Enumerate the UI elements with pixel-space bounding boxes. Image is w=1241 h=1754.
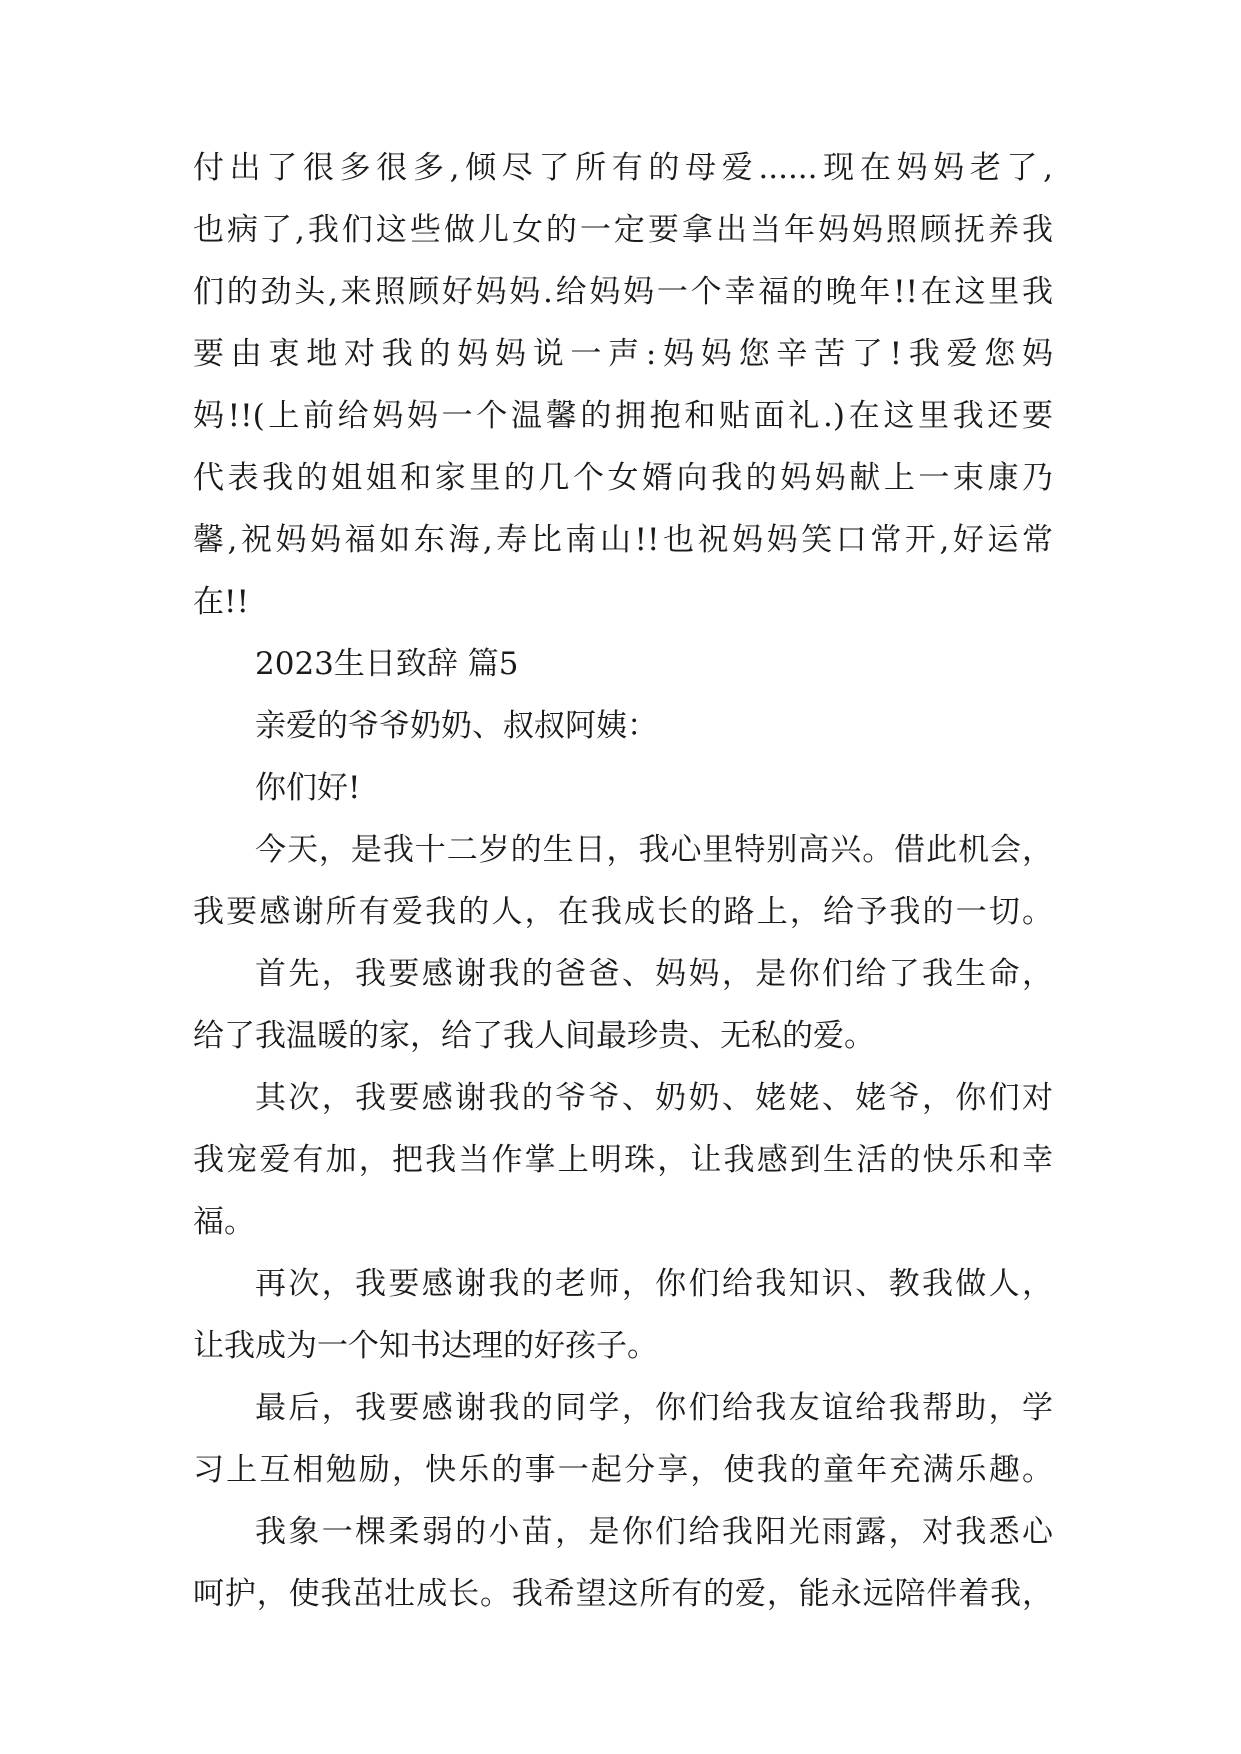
text-line: 习上互相勉励，快乐的事一起分享，使我的童年充满乐趣。 — [193, 1452, 1053, 1488]
text-line: 馨,祝妈妈福如东海,寿比南山!!也祝妈妈笑口常开,好运常 — [193, 522, 1053, 558]
paragraph-2 — [193, 943, 1053, 1067]
continued-paragraph — [193, 137, 1053, 633]
text-line: 妈!!(上前给妈妈一个温馨的拥抱和贴面礼.)在这里我还要 — [193, 398, 1053, 434]
text-line: 最后，我要感谢我的同学，你们给我友谊给我帮助，学 — [255, 1390, 1053, 1426]
paragraph-6 — [193, 1501, 1053, 1625]
text-line: 再次，我要感谢我的老师，你们给我知识、教我做人， — [255, 1266, 1053, 1302]
text-line: 也病了,我们这些做儿女的一定要拿出当年妈妈照顾抚养我 — [193, 212, 1053, 248]
text-line: 付出了很多很多,倾尽了所有的母爱......现在妈妈老了, — [193, 150, 1053, 186]
text-line: 我象一棵柔弱的小苗，是你们给我阳光雨露，对我悉心 — [255, 1514, 1053, 1550]
text-line: 在!! — [193, 584, 249, 620]
text-line: 让我成为一个知书达理的好孩子。 — [193, 1328, 658, 1364]
text-line: 要由衷地对我的妈妈说一声:妈妈您辛苦了!我爱您妈 — [193, 336, 1053, 372]
paragraph-3 — [193, 1067, 1053, 1253]
text-line: 我宠爱有加，把我当作掌上明珠，让我感到生活的快乐和幸 — [193, 1142, 1053, 1178]
section-heading: 2023生日致辞 篇5 — [255, 646, 519, 682]
text-line: 代表我的姐姐和家里的几个女婿向我的妈妈献上一束康乃 — [193, 460, 1053, 496]
text-line: 福。 — [193, 1204, 255, 1240]
text-line: 呵护，使我茁壮成长。我希望这所有的爱，能永远陪伴着我， — [193, 1576, 1053, 1612]
text-line: 首先，我要感谢我的爸爸、妈妈，是你们给了我生命， — [255, 956, 1053, 992]
greeting: 你们好! — [255, 770, 361, 806]
text-line: 其次，我要感谢我的爷爷、奶奶、姥姥、姥爷，你们对 — [255, 1080, 1053, 1116]
paragraph-5 — [193, 1377, 1053, 1501]
document-body — [193, 137, 1053, 1625]
text-line: 今天，是我十二岁的生日，我心里特别高兴。借此机会， — [255, 832, 1053, 868]
text-line: 给了我温暖的家，给了我人间最珍贵、无私的爱。 — [193, 1018, 875, 1054]
text-line: 我要感谢所有爱我的人，在我成长的路上，给予我的一切。 — [193, 894, 1053, 930]
salutation: 亲爱的爷爷奶奶、叔叔阿姨： — [255, 708, 658, 744]
paragraph-4 — [193, 1253, 1053, 1377]
paragraph-1 — [193, 819, 1053, 943]
text-line: 们的劲头,来照顾好妈妈.给妈妈一个幸福的晚年!!在这里我 — [193, 274, 1053, 310]
